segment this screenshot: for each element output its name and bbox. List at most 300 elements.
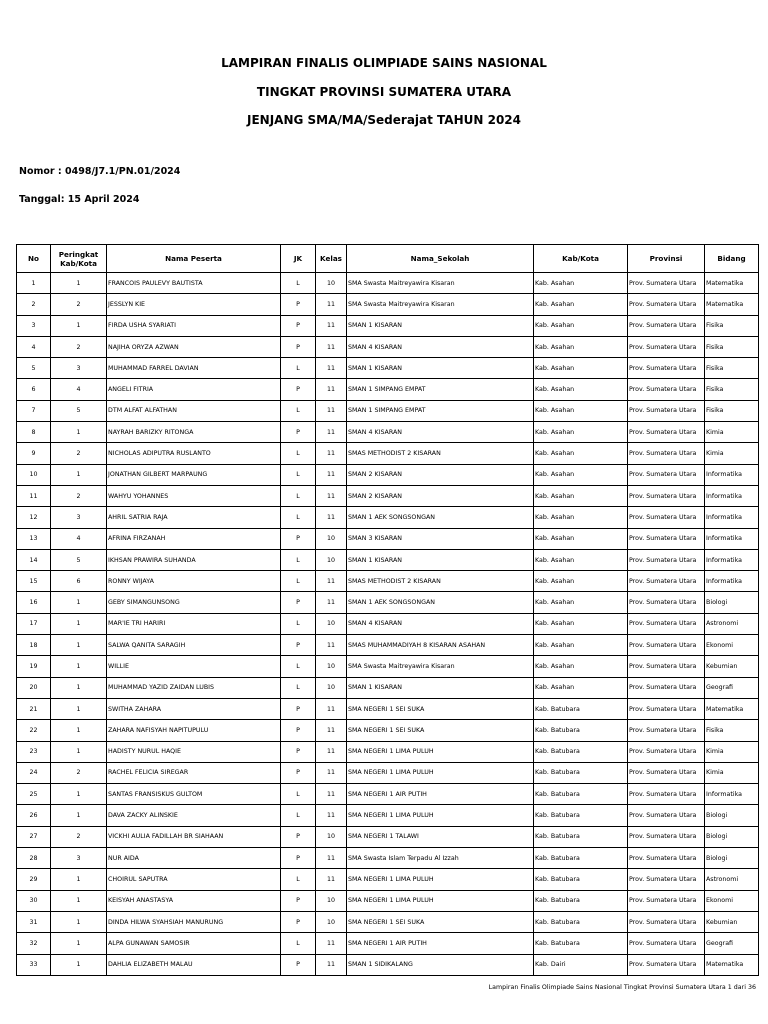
cell-nama-peserta: ANGELI FITRIA	[107, 379, 281, 400]
cell-nama-sekolah: SMAN 1 AEK SONGSONGAN	[347, 592, 534, 613]
cell-provinsi: Prov. Sumatera Utara	[628, 848, 705, 869]
cell-peringkat: 1	[51, 933, 107, 954]
cell-nama-sekolah: SMA NEGERI 1 LIMA PULUH	[347, 890, 534, 911]
cell-kab-kota: Kab. Batubara	[534, 762, 628, 783]
cell-no: 3	[17, 315, 51, 336]
cell-kelas: 11	[316, 698, 347, 719]
cell-kab-kota: Kab. Asahan	[534, 273, 628, 294]
table-row	[17, 698, 759, 719]
cell-no: 20	[17, 677, 51, 698]
cell-jk: L	[281, 507, 316, 528]
table-row	[17, 869, 759, 890]
cell-bidang: Informatika	[705, 464, 759, 485]
cell-provinsi: Prov. Sumatera Utara	[628, 358, 705, 379]
cell-kelas: 11	[316, 571, 347, 592]
cell-provinsi: Prov. Sumatera Utara	[628, 549, 705, 570]
cell-nama-peserta: ALPA GUNAWAN SAMOSIR	[107, 933, 281, 954]
cell-kelas: 11	[316, 869, 347, 890]
cell-bidang: Kimia	[705, 443, 759, 464]
cell-kelas: 11	[316, 400, 347, 421]
cell-kab-kota: Kab. Batubara	[534, 890, 628, 911]
cell-peringkat: 1	[51, 635, 107, 656]
cell-bidang: Kebumian	[705, 656, 759, 677]
cell-bidang: Informatika	[705, 485, 759, 506]
cell-peringkat: 2	[51, 294, 107, 315]
cell-nama-peserta: AFRINA FIRZANAH	[107, 528, 281, 549]
cell-kab-kota: Kab. Batubara	[534, 805, 628, 826]
cell-peringkat: 1	[51, 869, 107, 890]
table-row	[17, 933, 759, 954]
column-header-provinsi: Provinsi	[628, 245, 705, 273]
cell-jk: L	[281, 656, 316, 677]
cell-peringkat: 3	[51, 358, 107, 379]
cell-kelas: 11	[316, 762, 347, 783]
cell-nama-peserta: RACHEL FELICIA SIREGAR	[107, 762, 281, 783]
table-row	[17, 443, 759, 464]
cell-provinsi: Prov. Sumatera Utara	[628, 720, 705, 741]
cell-no: 31	[17, 911, 51, 932]
cell-nama-sekolah: SMAN 1 KISARAN	[347, 358, 534, 379]
table-row	[17, 635, 759, 656]
cell-provinsi: Prov. Sumatera Utara	[628, 762, 705, 783]
cell-kelas: 10	[316, 549, 347, 570]
cell-peringkat: 3	[51, 848, 107, 869]
cell-nama-peserta: GEBY SIMANGUNSONG	[107, 592, 281, 613]
cell-bidang: Biologi	[705, 805, 759, 826]
table-row	[17, 613, 759, 634]
cell-kelas: 11	[316, 784, 347, 805]
column-header-no: No	[17, 245, 51, 273]
cell-peringkat: 4	[51, 379, 107, 400]
cell-bidang: Kimia	[705, 422, 759, 443]
cell-nama-sekolah: SMAS METHODIST 2 KISARAN	[347, 443, 534, 464]
cell-nama-sekolah: SMA Swasta Maitreyawira Kisaran	[347, 273, 534, 294]
column-header-nama-sekolah: Nama_Sekolah	[347, 245, 534, 273]
cell-no: 22	[17, 720, 51, 741]
cell-nama-sekolah: SMAN 1 SIMPANG EMPAT	[347, 400, 534, 421]
cell-jk: L	[281, 485, 316, 506]
cell-jk: L	[281, 613, 316, 634]
table-row	[17, 422, 759, 443]
cell-kab-kota: Kab. Asahan	[534, 549, 628, 570]
cell-provinsi: Prov. Sumatera Utara	[628, 869, 705, 890]
cell-nama-peserta: ZAHARA NAFISYAH NAPITUPULU	[107, 720, 281, 741]
cell-provinsi: Prov. Sumatera Utara	[628, 464, 705, 485]
cell-nama-peserta: JONATHAN GILBERT MARPAUNG	[107, 464, 281, 485]
cell-no: 10	[17, 464, 51, 485]
cell-jk: P	[281, 826, 316, 847]
table-row	[17, 336, 759, 357]
table-header-row	[17, 245, 759, 273]
cell-bidang: Informatika	[705, 549, 759, 570]
cell-kab-kota: Kab. Asahan	[534, 528, 628, 549]
table-row	[17, 741, 759, 762]
cell-bidang: Geografi	[705, 933, 759, 954]
title-line-2: TINGKAT PROVINSI SUMATERA UTARA	[256, 84, 512, 99]
cell-provinsi: Prov. Sumatera Utara	[628, 890, 705, 911]
cell-peringkat: 1	[51, 890, 107, 911]
cell-nama-peserta: DAVA ZACKY ALINSKIE	[107, 805, 281, 826]
cell-nama-peserta: WILLIE	[107, 656, 281, 677]
cell-nama-peserta: NICHOLAS ADIPUTRA RUSLANTO	[107, 443, 281, 464]
cell-jk: P	[281, 720, 316, 741]
cell-provinsi: Prov. Sumatera Utara	[628, 677, 705, 698]
cell-provinsi: Prov. Sumatera Utara	[628, 507, 705, 528]
page-footer: Lampiran Finalis Olimpiade Sains Nasional Tingkat Provinsi Sumatera Utara 1 dari 36	[488, 984, 756, 991]
cell-no: 28	[17, 848, 51, 869]
cell-nama-peserta: NAJIHA ORYZA AZWAN	[107, 336, 281, 357]
cell-provinsi: Prov. Sumatera Utara	[628, 443, 705, 464]
cell-nama-sekolah: SMA NEGERI 1 AIR PUTIH	[347, 933, 534, 954]
cell-peringkat: 1	[51, 720, 107, 741]
cell-jk: L	[281, 805, 316, 826]
table-row	[17, 315, 759, 336]
cell-bidang: Kimia	[705, 762, 759, 783]
cell-nama-peserta: JESSLYN KIE	[107, 294, 281, 315]
cell-peringkat: 3	[51, 507, 107, 528]
cell-no: 15	[17, 571, 51, 592]
document-title	[0, 52, 768, 138]
cell-jk: L	[281, 869, 316, 890]
cell-provinsi: Prov. Sumatera Utara	[628, 571, 705, 592]
cell-no: 14	[17, 549, 51, 570]
cell-kelas: 11	[316, 358, 347, 379]
cell-no: 1	[17, 273, 51, 294]
cell-jk: L	[281, 273, 316, 294]
cell-kab-kota: Kab. Asahan	[534, 422, 628, 443]
column-header-bidang: Bidang	[705, 245, 759, 273]
table-row	[17, 273, 759, 294]
cell-provinsi: Prov. Sumatera Utara	[628, 400, 705, 421]
cell-bidang: Astronomi	[705, 869, 759, 890]
cell-jk: L	[281, 549, 316, 570]
cell-nama-peserta: VICKHI AULIA FADILLAH BR SIAHAAN	[107, 826, 281, 847]
cell-provinsi: Prov. Sumatera Utara	[628, 294, 705, 315]
cell-provinsi: Prov. Sumatera Utara	[628, 592, 705, 613]
cell-no: 24	[17, 762, 51, 783]
cell-bidang: Fisika	[705, 720, 759, 741]
cell-kab-kota: Kab. Asahan	[534, 592, 628, 613]
cell-nama-sekolah: SMA Swasta Maitreyawira Kisaran	[347, 656, 534, 677]
cell-bidang: Fisika	[705, 400, 759, 421]
cell-nama-sekolah: SMAN 4 KISARAN	[347, 336, 534, 357]
cell-provinsi: Prov. Sumatera Utara	[628, 698, 705, 719]
cell-no: 33	[17, 954, 51, 975]
cell-nama-sekolah: SMA NEGERI 1 SEI SUKA	[347, 698, 534, 719]
cell-nama-peserta: RONNY WIJAYA	[107, 571, 281, 592]
cell-kab-kota: Kab. Asahan	[534, 677, 628, 698]
cell-kelas: 10	[316, 656, 347, 677]
table-row	[17, 677, 759, 698]
cell-provinsi: Prov. Sumatera Utara	[628, 422, 705, 443]
table-row	[17, 720, 759, 741]
cell-provinsi: Prov. Sumatera Utara	[628, 635, 705, 656]
cell-no: 2	[17, 294, 51, 315]
cell-kelas: 11	[316, 485, 347, 506]
cell-jk: P	[281, 592, 316, 613]
cell-peringkat: 1	[51, 613, 107, 634]
cell-bidang: Matematika	[705, 273, 759, 294]
column-header-kelas: Kelas	[316, 245, 347, 273]
cell-peringkat: 1	[51, 464, 107, 485]
document-number: Nomor : 0498/J7.1/PN.01/2024	[19, 166, 181, 177]
cell-jk: P	[281, 315, 316, 336]
table-row	[17, 379, 759, 400]
cell-provinsi: Prov. Sumatera Utara	[628, 336, 705, 357]
cell-kelas: 11	[316, 635, 347, 656]
cell-jk: P	[281, 379, 316, 400]
cell-kelas: 11	[316, 422, 347, 443]
cell-nama-sekolah: SMAN 4 KISARAN	[347, 613, 534, 634]
cell-peringkat: 1	[51, 677, 107, 698]
finalist-table	[16, 244, 759, 976]
cell-nama-peserta: HADISTY NURUL HAQIE	[107, 741, 281, 762]
cell-nama-sekolah: SMAN 1 KISARAN	[347, 677, 534, 698]
cell-kelas: 10	[316, 613, 347, 634]
cell-bidang: Astronomi	[705, 613, 759, 634]
cell-no: 11	[17, 485, 51, 506]
cell-peringkat: 2	[51, 443, 107, 464]
table-row	[17, 464, 759, 485]
column-header-jk: JK	[281, 245, 316, 273]
cell-jk: P	[281, 848, 316, 869]
cell-peringkat: 1	[51, 741, 107, 762]
cell-nama-peserta: SALWA QANITA SARAGIH	[107, 635, 281, 656]
cell-jk: P	[281, 890, 316, 911]
cell-jk: P	[281, 762, 316, 783]
cell-kelas: 11	[316, 954, 347, 975]
cell-peringkat: 1	[51, 805, 107, 826]
cell-provinsi: Prov. Sumatera Utara	[628, 784, 705, 805]
cell-peringkat: 1	[51, 698, 107, 719]
cell-nama-sekolah: SMAN 1 KISARAN	[347, 549, 534, 570]
cell-kelas: 11	[316, 741, 347, 762]
cell-kelas: 10	[316, 911, 347, 932]
cell-bidang: Fisika	[705, 358, 759, 379]
cell-jk: P	[281, 294, 316, 315]
cell-nama-peserta: NUR AIDA	[107, 848, 281, 869]
cell-nama-peserta: DINDA HILWA SYAHSIAH MANURUNG	[107, 911, 281, 932]
cell-kelas: 10	[316, 890, 347, 911]
cell-kelas: 10	[316, 677, 347, 698]
table-row	[17, 762, 759, 783]
cell-kelas: 11	[316, 443, 347, 464]
cell-peringkat: 1	[51, 315, 107, 336]
cell-no: 7	[17, 400, 51, 421]
cell-peringkat: 1	[51, 656, 107, 677]
cell-nama-sekolah: SMAN 3 KISARAN	[347, 528, 534, 549]
cell-peringkat: 1	[51, 911, 107, 932]
cell-kelas: 11	[316, 336, 347, 357]
cell-kab-kota: Kab. Asahan	[534, 656, 628, 677]
cell-jk: P	[281, 336, 316, 357]
cell-no: 8	[17, 422, 51, 443]
cell-kelas: 11	[316, 848, 347, 869]
cell-bidang: Geografi	[705, 677, 759, 698]
cell-no: 4	[17, 336, 51, 357]
cell-provinsi: Prov. Sumatera Utara	[628, 954, 705, 975]
cell-nama-sekolah: SMAN 4 KISARAN	[347, 422, 534, 443]
table-row	[17, 358, 759, 379]
document-date: Tanggal: 15 April 2024	[19, 194, 140, 205]
cell-kab-kota: Kab. Batubara	[534, 933, 628, 954]
cell-jk: P	[281, 954, 316, 975]
cell-nama-sekolah: SMA NEGERI 1 LIMA PULUH	[347, 741, 534, 762]
cell-kab-kota: Kab. Asahan	[534, 336, 628, 357]
table-row	[17, 890, 759, 911]
cell-kelas: 11	[316, 315, 347, 336]
cell-bidang: Biologi	[705, 848, 759, 869]
cell-kab-kota: Kab. Asahan	[534, 443, 628, 464]
cell-jk: L	[281, 784, 316, 805]
column-header-nama-peserta: Nama Peserta	[107, 245, 281, 273]
cell-no: 30	[17, 890, 51, 911]
cell-kelas: 10	[316, 528, 347, 549]
cell-provinsi: Prov. Sumatera Utara	[628, 315, 705, 336]
cell-kab-kota: Kab. Asahan	[534, 315, 628, 336]
cell-nama-sekolah: SMAN 2 KISARAN	[347, 464, 534, 485]
cell-jk: L	[281, 400, 316, 421]
cell-bidang: Biologi	[705, 826, 759, 847]
cell-nama-peserta: SWITHA ZAHARA	[107, 698, 281, 719]
cell-nama-sekolah: SMA NEGERI 1 SEI SUKA	[347, 720, 534, 741]
cell-kab-kota: Kab. Asahan	[534, 379, 628, 400]
cell-nama-peserta: MUHAMMAD FARREL DAVIAN	[107, 358, 281, 379]
cell-provinsi: Prov. Sumatera Utara	[628, 379, 705, 400]
cell-kab-kota: Kab. Asahan	[534, 507, 628, 528]
cell-kab-kota: Kab. Batubara	[534, 698, 628, 719]
cell-no: 5	[17, 358, 51, 379]
cell-no: 27	[17, 826, 51, 847]
cell-nama-sekolah: SMA NEGERI 1 AIR PUTIH	[347, 784, 534, 805]
cell-kelas: 11	[316, 464, 347, 485]
cell-jk: P	[281, 698, 316, 719]
cell-nama-sekolah: SMAN 2 KISARAN	[347, 485, 534, 506]
cell-no: 23	[17, 741, 51, 762]
cell-peringkat: 2	[51, 485, 107, 506]
cell-nama-sekolah: SMA NEGERI 1 LIMA PULUH	[347, 762, 534, 783]
cell-kelas: 10	[316, 826, 347, 847]
table-row	[17, 656, 759, 677]
cell-peringkat: 5	[51, 400, 107, 421]
cell-kab-kota: Kab. Asahan	[534, 464, 628, 485]
cell-provinsi: Prov. Sumatera Utara	[628, 933, 705, 954]
cell-kelas: 11	[316, 507, 347, 528]
cell-bidang: Matematika	[705, 954, 759, 975]
cell-kelas: 10	[316, 273, 347, 294]
cell-kab-kota: Kab. Batubara	[534, 848, 628, 869]
cell-peringkat: 1	[51, 784, 107, 805]
cell-nama-peserta: NAYRAH BARIZKY RITONGA	[107, 422, 281, 443]
cell-kelas: 11	[316, 294, 347, 315]
cell-bidang: Informatika	[705, 784, 759, 805]
cell-nama-sekolah: SMA NEGERI 1 LIMA PULUH	[347, 869, 534, 890]
cell-jk: P	[281, 635, 316, 656]
table-row	[17, 805, 759, 826]
cell-kelas: 11	[316, 592, 347, 613]
cell-nama-peserta: IKHSAN PRAWIRA SUHANDA	[107, 549, 281, 570]
cell-jk: P	[281, 422, 316, 443]
cell-nama-peserta: KEISYAH ANASTASYA	[107, 890, 281, 911]
cell-bidang: Fisika	[705, 315, 759, 336]
cell-nama-sekolah: SMAS METHODIST 2 KISARAN	[347, 571, 534, 592]
cell-nama-sekolah: SMAN 1 SIDIKALANG	[347, 954, 534, 975]
cell-bidang: Informatika	[705, 507, 759, 528]
cell-provinsi: Prov. Sumatera Utara	[628, 741, 705, 762]
cell-peringkat: 6	[51, 571, 107, 592]
cell-nama-peserta: SANTAS FRANSISKUS GULTOM	[107, 784, 281, 805]
cell-kab-kota: Kab. Batubara	[534, 784, 628, 805]
table-row	[17, 507, 759, 528]
cell-no: 12	[17, 507, 51, 528]
cell-nama-peserta: FRANCOIS PAULEVY BAUTISTA	[107, 273, 281, 294]
table-row	[17, 911, 759, 932]
cell-kab-kota: Kab. Asahan	[534, 485, 628, 506]
cell-nama-peserta: FIRDA USHA SYARIATI	[107, 315, 281, 336]
cell-peringkat: 4	[51, 528, 107, 549]
cell-kab-kota: Kab. Batubara	[534, 826, 628, 847]
cell-nama-sekolah: SMA Swasta Islam Terpadu Al Izzah	[347, 848, 534, 869]
cell-provinsi: Prov. Sumatera Utara	[628, 528, 705, 549]
cell-peringkat: 1	[51, 422, 107, 443]
cell-no: 26	[17, 805, 51, 826]
cell-peringkat: 1	[51, 273, 107, 294]
cell-jk: L	[281, 464, 316, 485]
cell-kelas: 11	[316, 720, 347, 741]
cell-bidang: Fisika	[705, 336, 759, 357]
cell-nama-sekolah: SMAN 1 KISARAN	[347, 315, 534, 336]
cell-bidang: Fisika	[705, 379, 759, 400]
cell-nama-sekolah: SMAN 1 SIMPANG EMPAT	[347, 379, 534, 400]
table-row	[17, 848, 759, 869]
cell-jk: P	[281, 911, 316, 932]
cell-nama-peserta: WAHYU YOHANNES	[107, 485, 281, 506]
cell-provinsi: Prov. Sumatera Utara	[628, 613, 705, 634]
cell-no: 16	[17, 592, 51, 613]
cell-kab-kota: Kab. Asahan	[534, 294, 628, 315]
cell-jk: L	[281, 358, 316, 379]
table-row	[17, 528, 759, 549]
cell-bidang: Matematika	[705, 698, 759, 719]
cell-kab-kota: Kab. Batubara	[534, 911, 628, 932]
cell-bidang: Ekonomi	[705, 635, 759, 656]
cell-kab-kota: Kab. Dairi	[534, 954, 628, 975]
cell-peringkat: 5	[51, 549, 107, 570]
cell-provinsi: Prov. Sumatera Utara	[628, 911, 705, 932]
table-row	[17, 400, 759, 421]
table-row	[17, 571, 759, 592]
cell-no: 29	[17, 869, 51, 890]
cell-kelas: 11	[316, 933, 347, 954]
cell-no: 19	[17, 656, 51, 677]
cell-nama-peserta: MAR'IE TRI HARIRI	[107, 613, 281, 634]
cell-no: 25	[17, 784, 51, 805]
cell-peringkat: 2	[51, 826, 107, 847]
cell-no: 32	[17, 933, 51, 954]
cell-kab-kota: Kab. Asahan	[534, 400, 628, 421]
cell-jk: L	[281, 443, 316, 464]
cell-no: 21	[17, 698, 51, 719]
cell-no: 9	[17, 443, 51, 464]
table-row	[17, 826, 759, 847]
cell-bidang: Kebumian	[705, 911, 759, 932]
cell-nama-sekolah: SMAS MUHAMMADIYAH 8 KISARAN ASAHAN	[347, 635, 534, 656]
cell-kab-kota: Kab. Asahan	[534, 613, 628, 634]
cell-kab-kota: Kab. Asahan	[534, 635, 628, 656]
table-body	[17, 273, 759, 976]
cell-peringkat: 1	[51, 954, 107, 975]
cell-nama-peserta: DAHLIA ELIZABETH MALAU	[107, 954, 281, 975]
